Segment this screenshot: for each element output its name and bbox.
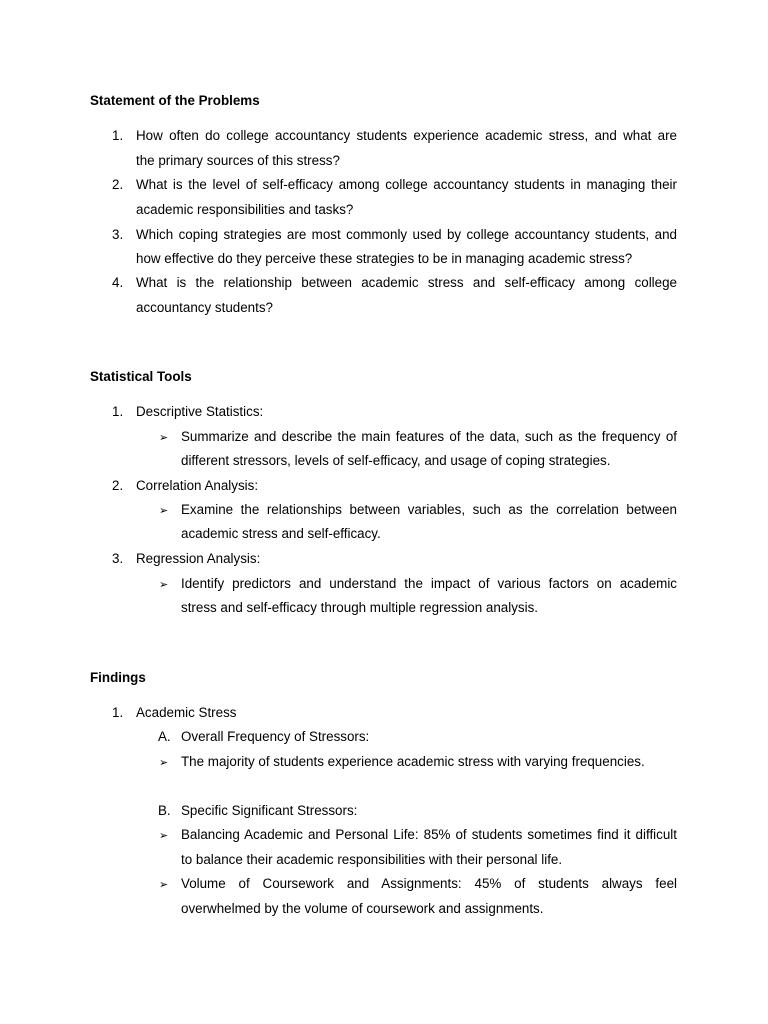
problem-3-number: 3. — [112, 227, 124, 242]
arrow-bullet-icon: ➢ — [159, 829, 169, 842]
arrow-bullet-icon: ➢ — [159, 578, 169, 591]
problem-3-line-1: Which coping strategies are most commonly used by college accountancy students, and — [136, 227, 677, 242]
tool-3-label: Regression Analysis: — [136, 551, 261, 566]
tool-1-bullet-line-2: different stressors, levels of self-efficacy, and usage of coping strategies. — [181, 453, 611, 468]
tool-3-bullet-line-1: Identify predictors and understand the impact of various factors on academic — [181, 576, 677, 591]
problem-4-line-2: accountancy students? — [136, 300, 273, 315]
arrow-bullet-icon: ➢ — [159, 756, 169, 769]
tool-2-bullet-line-1: Examine the relationships between variables, such as the correlation between — [181, 502, 677, 517]
finding-b-bullet-1-line-1: Balancing Academic and Personal Life: 85% of students sometimes find it difficult — [181, 827, 677, 842]
finding-sub-a-letter: A. — [158, 729, 171, 744]
tool-1-bullet-line-1: Summarize and describe the main features of the data, such as the frequency of — [181, 429, 677, 444]
findings-heading: Findings — [90, 670, 146, 685]
tool-3-bullet-line-2: stress and self-efficacy through multiple regression analysis. — [181, 600, 539, 615]
problem-2-number: 2. — [112, 177, 124, 192]
finding-sub-a-bullet: The majority of students experience academic stress with varying frequencies. — [181, 754, 645, 769]
problem-1-number: 1. — [112, 128, 124, 143]
finding-sub-b-letter: B. — [158, 803, 171, 818]
finding-b-bullet-2-line-1: Volume of Coursework and Assignments: 45% of students always feel — [181, 876, 677, 891]
finding-sub-b-label: Specific Significant Stressors: — [181, 803, 358, 818]
tool-2-label: Correlation Analysis: — [136, 478, 259, 493]
finding-b-bullet-1-line-2: to balance their academic responsibilities with their personal life. — [181, 852, 563, 867]
problem-2-line-2: academic responsibilities and tasks? — [136, 202, 354, 217]
arrow-bullet-icon: ➢ — [159, 878, 169, 891]
tool-1-label: Descriptive Statistics: — [136, 404, 264, 419]
tool-2-bullet-line-2: academic stress and self-efficacy. — [181, 526, 381, 541]
finding-1-number: 1. — [112, 705, 124, 720]
tool-1-number: 1. — [112, 404, 124, 419]
problem-1-line-1: How often do college accountancy students experience academic stress, and what are — [136, 128, 677, 143]
tool-3-number: 3. — [112, 551, 124, 566]
problems-heading: Statement of the Problems — [90, 93, 260, 108]
problem-4-number: 4. — [112, 275, 124, 290]
tools-heading: Statistical Tools — [90, 369, 192, 384]
finding-b-bullet-2-line-2: overwhelmed by the volume of coursework and assignments. — [181, 901, 544, 916]
problem-4-line-1: What is the relationship between academic stress and self-efficacy among college — [136, 275, 677, 290]
arrow-bullet-icon: ➢ — [159, 431, 169, 444]
finding-1-label: Academic Stress — [136, 705, 237, 720]
problem-2-line-1: What is the level of self-efficacy among college accountancy students in managing their — [136, 177, 677, 192]
tool-2-number: 2. — [112, 478, 124, 493]
problem-1-line-2: the primary sources of this stress? — [136, 153, 340, 168]
problem-3-line-2: how effective do they perceive these strategies to be in managing academic stress? — [136, 251, 633, 266]
arrow-bullet-icon: ➢ — [159, 504, 169, 517]
finding-sub-a-label: Overall Frequency of Stressors: — [181, 729, 370, 744]
